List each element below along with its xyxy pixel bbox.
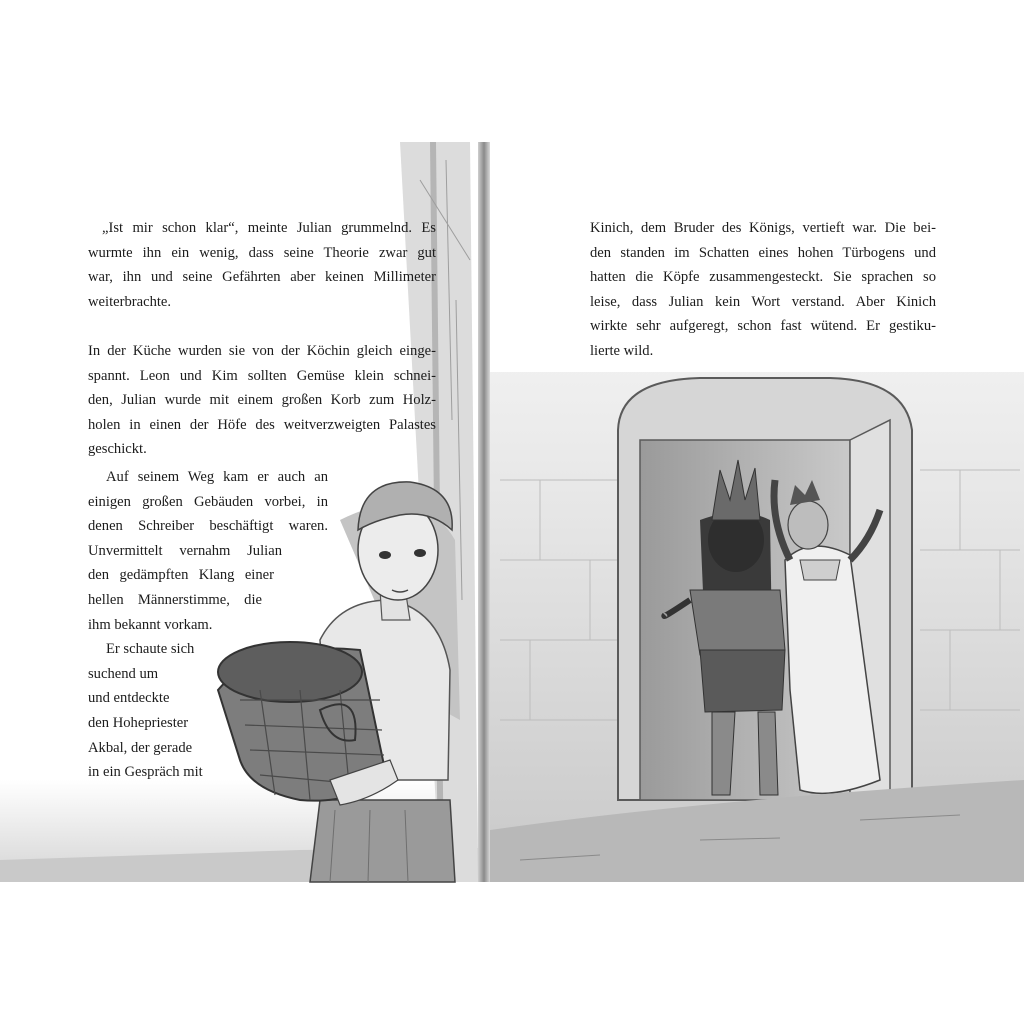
left-p2-line-5: geschickt. [88,441,147,458]
right-page-text [590,216,936,364]
left-p1-line-4: weiterbrachte. [88,293,172,310]
right-p1-line-1: Kinich, dem Bruder des Königs, vertieft war. Die bei- [590,220,936,236]
left-p1-line-2: wurmte ihn ein wenig, dass seine Theorie zwar gut [88,244,436,261]
left-p3-line-7: ihm bekannt vorkam. [88,616,213,633]
left-p3-line-6: hellen Männerstimme, die [88,591,262,608]
left-p4-line-4: den Hohepriester [88,714,189,731]
left-page-text [88,216,436,462]
left-p4-line-3: und entdeckte [88,690,170,707]
left-page-wrapped-text [88,465,328,785]
left-p2-line-1: In der Küche wurden sie von der Köchin gleich einge- [88,342,436,359]
left-p2-line-3: den, Julian wurde mit einem großen Korb zum Holz- [88,392,436,409]
left-p3-line-2: einigen großen Gebäuden vorbei, in [88,493,328,510]
right-p1-line-5: wirkte sehr aufgeregt, schon fast wütend. Er gestiku- [590,318,936,335]
left-p1-line-3: war, ihn und seine Gefährten aber keinen Millimeter [88,269,436,286]
book-spine [478,142,490,882]
right-p1-line-6: lierte wild. [590,342,654,359]
left-p1-line-1: „Ist mir schon klar“, meinte Julian grummelnd. Es [102,220,436,236]
left-p3-line-5: den gedämpften Klang einer [88,567,274,584]
right-p1-line-3: hatten die Köpfe zusammengesteckt. Sie sprachen so [590,269,936,286]
left-p4-line-1: Er schaute sich [106,641,195,658]
left-p3-line-1: Auf seinem Weg kam er auch an [106,469,328,485]
left-p4-line-5: Akbal, der gerade [88,739,193,756]
left-p2-line-2: spannt. Leon und Kim sollten Gemüse klein schnei- [88,367,436,384]
left-p4-line-6: in ein Gespräch mit [88,764,203,781]
left-p3-line-4: Unvermittelt vernahm Julian [88,542,282,559]
left-p3-line-3: denen Schreiber beschäftigt waren. [88,518,328,535]
right-p1-line-2: den standen im Schatten eines hohen Türbogens und [590,244,936,261]
right-p1-line-4: leise, dass Julian kein Wort verstand. Aber Kinich [590,293,936,310]
left-p2-line-4: holen in einen der Höfe des weitverzweigten Palastes [88,416,436,433]
left-p4-line-2: suchend um [88,665,159,682]
